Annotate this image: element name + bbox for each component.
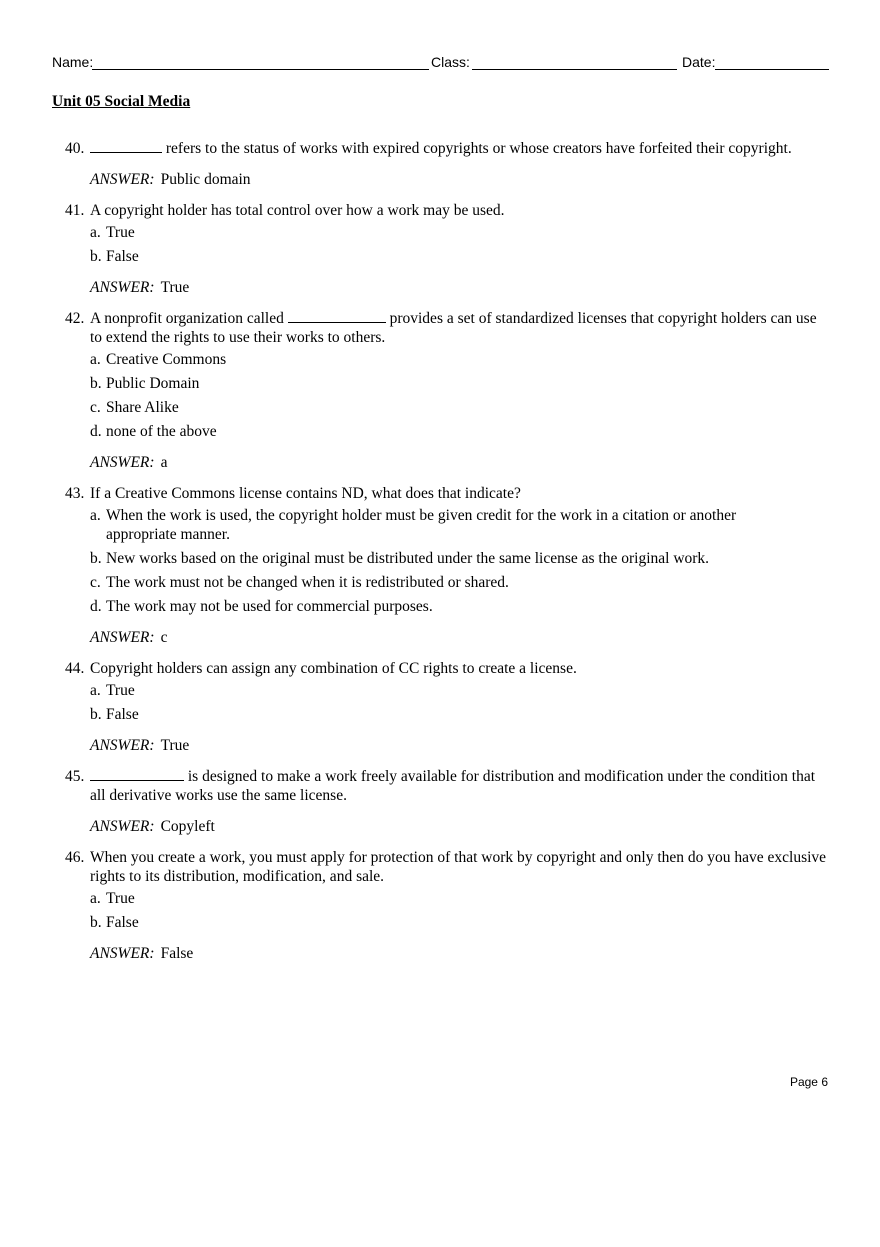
question-stem: A copyright holder has total control over how a work may be used. bbox=[90, 202, 505, 219]
name-blank bbox=[92, 69, 429, 70]
answer-value: Copyleft bbox=[160, 818, 215, 835]
answer-label: ANSWER: bbox=[90, 171, 155, 188]
answer-label: ANSWER: bbox=[90, 737, 155, 754]
question-46 bbox=[52, 848, 828, 963]
answer-line bbox=[90, 944, 828, 963]
option-c: c. The work must not be changed when it is redistributed or shared. bbox=[90, 574, 509, 591]
option-list bbox=[90, 506, 828, 616]
answer-line bbox=[90, 817, 828, 836]
question-number: 40. bbox=[65, 140, 85, 157]
option-a: a. True bbox=[90, 682, 135, 699]
fill-in-blank bbox=[288, 309, 386, 323]
question-stem: When you create a work, you must apply for protection of that work by copyright and only then do you have exclusive rights to its distribution, modification, and sale. bbox=[90, 849, 827, 885]
question-list bbox=[52, 139, 828, 975]
option-b: b. Public Domain bbox=[90, 375, 200, 392]
page-number: Page 6 bbox=[789, 1075, 828, 1089]
question-number: 41. bbox=[65, 202, 85, 219]
question-number: 46. bbox=[65, 849, 85, 866]
unit-title: Unit 05 Social Media bbox=[52, 93, 191, 110]
question-stem: If a Creative Commons license contains ND, what does that indicate? bbox=[90, 485, 521, 502]
option-a: a. Creative Commons bbox=[90, 351, 227, 368]
name-label: Name: bbox=[52, 54, 94, 70]
question-number: 42. bbox=[65, 310, 85, 327]
option-list bbox=[90, 681, 828, 724]
question-43 bbox=[52, 484, 828, 647]
answer-label: ANSWER: bbox=[90, 629, 155, 646]
question-40 bbox=[52, 139, 828, 189]
answer-line bbox=[90, 278, 828, 297]
question-number: 44. bbox=[65, 660, 85, 677]
option-b: b. False bbox=[90, 914, 139, 931]
date-blank bbox=[715, 69, 829, 70]
option-b: b. False bbox=[90, 706, 139, 723]
class-label: Class: bbox=[431, 54, 470, 70]
question-number: 43. bbox=[65, 485, 85, 502]
option-c: c. Share Alike bbox=[90, 399, 179, 416]
answer-line bbox=[90, 453, 828, 472]
answer-value: True bbox=[160, 737, 190, 754]
fill-in-blank bbox=[90, 139, 162, 153]
option-a: a. True bbox=[90, 224, 135, 241]
answer-value: c bbox=[160, 629, 168, 646]
question-stem: A nonprofit organization called provides a set of standardized licenses that copyright holders can use to extend the rights to use their works to others. bbox=[90, 310, 817, 346]
option-b: b. False bbox=[90, 248, 139, 265]
option-a: a. True bbox=[90, 890, 135, 907]
question-number: 45. bbox=[65, 768, 85, 785]
answer-line bbox=[90, 628, 828, 647]
worksheet-header bbox=[52, 52, 829, 72]
answer-label: ANSWER: bbox=[90, 454, 155, 471]
answer-value: False bbox=[160, 945, 194, 962]
question-44 bbox=[52, 659, 828, 755]
answer-label: ANSWER: bbox=[90, 279, 155, 296]
option-list bbox=[90, 350, 828, 441]
answer-label: ANSWER: bbox=[90, 945, 155, 962]
question-42 bbox=[52, 309, 828, 472]
fill-in-blank bbox=[90, 767, 184, 781]
question-stem: Copyright holders can assign any combination of CC rights to create a license. bbox=[90, 660, 577, 677]
class-blank bbox=[472, 69, 677, 70]
option-d: d. The work may not be used for commercial purposes. bbox=[90, 598, 433, 615]
date-label: Date: bbox=[682, 54, 716, 70]
option-list bbox=[90, 889, 828, 932]
answer-value: Public domain bbox=[160, 171, 251, 188]
answer-line bbox=[90, 170, 828, 189]
option-a: a. When the work is used, the copyright holder must be given credit for the work in a citation or another appropriate manner. bbox=[90, 507, 737, 543]
answer-value: a bbox=[160, 454, 168, 471]
option-list bbox=[90, 223, 828, 266]
question-45 bbox=[52, 767, 828, 836]
option-d: d. none of the above bbox=[90, 423, 217, 440]
answer-label: ANSWER: bbox=[90, 818, 155, 835]
answer-line bbox=[90, 736, 828, 755]
option-b: b. New works based on the original must be distributed under the same license as the original work. bbox=[90, 550, 710, 567]
question-stem: is designed to make a work freely available for distribution and modification under the condition that all derivative works use the same license. bbox=[90, 768, 816, 804]
answer-value: True bbox=[160, 279, 190, 296]
question-41 bbox=[52, 201, 828, 297]
question-stem: refers to the status of works with expired copyrights or whose creators have forfeited their copyright. bbox=[90, 139, 828, 158]
